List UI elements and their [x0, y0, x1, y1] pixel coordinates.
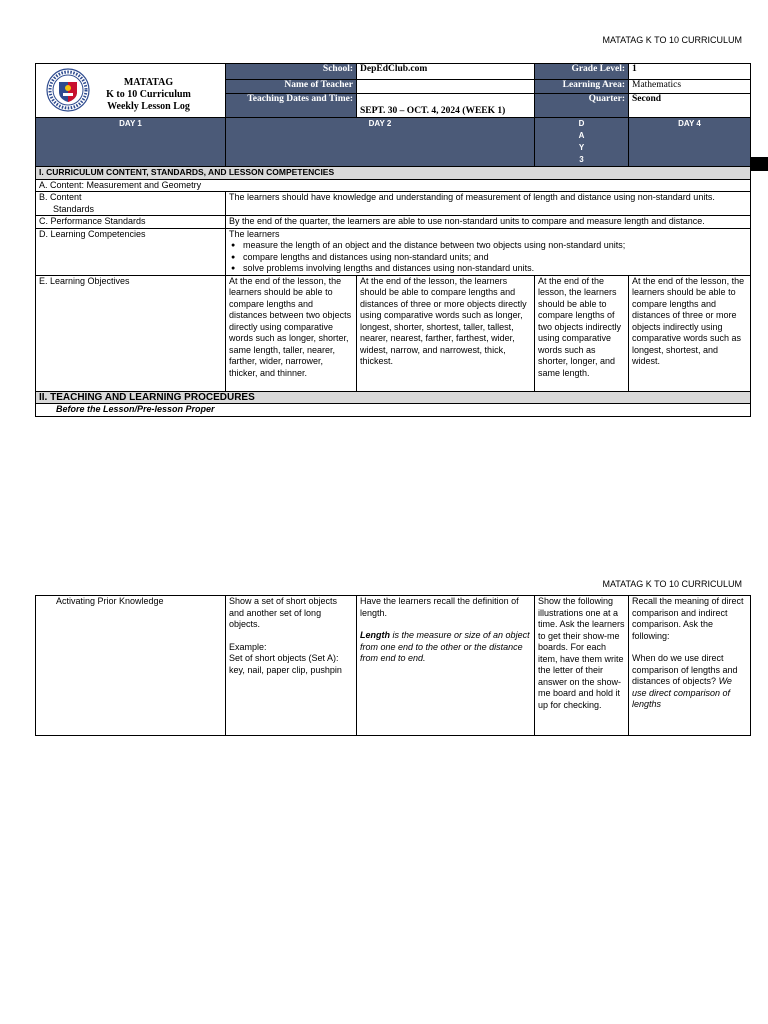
- day3-letter: D: [578, 119, 585, 128]
- objective-day1: At the end of the lesson, the learners should be able to compare lengths and distances between two objects directly using comparative words such as longer, shorter, same length, taller, nearer, farther, wider, narrower, thicker, and thinner.: [226, 275, 357, 391]
- teaching-dates-value: SEPT. 30 – OCT. 4, 2024 (WEEK 1): [357, 94, 535, 118]
- day2-paragraph: Have the learners recall the definition of length.: [360, 596, 519, 618]
- length-term: Length: [360, 630, 390, 640]
- activating-day4: [629, 596, 751, 736]
- before-lesson-row: Before the Lesson/Pre-lesson Proper: [36, 404, 751, 417]
- day2-label: DAY 2: [368, 119, 392, 128]
- competency-item: ● measure the length of an object and the distance between two objects using non-standard units;: [243, 240, 747, 252]
- quarter-label: Quarter:: [535, 94, 629, 118]
- day1-paragraph: Show a set of short objects and another set of long objects.: [229, 596, 338, 629]
- activating-day3: Show the following illustrations one at a time. Ask the learners to get their show-me boards. For each item, have them write the letter of their answer on the show-me board and hold it up for checking.: [535, 596, 629, 736]
- dates-label: Teaching Dates and Time:: [226, 94, 357, 118]
- activating-day2: [357, 596, 535, 736]
- competency-item: ● solve problems involving lengths and distances using non-standard units.: [243, 263, 747, 275]
- curriculum-header-note: MATATAG K TO 10 CURRICULUM: [602, 35, 742, 45]
- learning-area-label: Learning Area:: [535, 80, 629, 94]
- day4-header: DAY 4: [629, 118, 751, 167]
- content-standards-label: [36, 192, 226, 216]
- procedures-table: [35, 595, 751, 736]
- competencies-intro: The learners: [229, 228, 280, 239]
- brand-title: MATATAG: [123, 76, 174, 88]
- brand-subtitle: K to 10 Curriculum: [106, 88, 191, 100]
- section-procedures-heading: II. TEACHING AND LEARNING PROCEDURES: [36, 391, 751, 404]
- length-definition: is the measure or size of an object from one end to the other or the distance from end to end.: [360, 630, 530, 663]
- school-value: DepEdClub.com: [357, 64, 535, 80]
- learning-competencies-label: D. Learning Competencies: [36, 228, 226, 275]
- objective-day4: At the end of the lesson, the learners should be able to compare lengths and distances of three or more objects indirectly using comparative words such as longest, shortest, and widest.: [629, 275, 751, 391]
- content-standards-text: The learners should have knowledge and understanding of measurement of length and distance using non-standard units.: [226, 192, 751, 216]
- performance-standards-text: By the end of the quarter, the learners are able to use non-standard units to compare and measure length and distance.: [226, 216, 751, 229]
- day4-paragraph: Recall the meaning of direct comparison and indirect comparison. Ask the following:: [632, 596, 744, 641]
- school-label: School:: [226, 64, 357, 80]
- section-curriculum-heading: I. CURRICULUM CONTENT, STANDARDS, AND LESSON COMPETENCIES: [36, 167, 751, 180]
- content-standards-label-line: Standards: [53, 203, 95, 214]
- day3-letter: Y: [578, 143, 585, 152]
- page-edge-marker: [750, 157, 768, 171]
- day3-letter: A: [578, 131, 585, 140]
- objective-day2: At the end of the lesson, the learners should be able to compare lengths and distances of three or more objects directly using comparative words such as longer, longest, shorter, shortest, taller, tallest, nearer, nearest, farther, farthest, wider, widest, narrow, and narrowest, thick, thickest.: [357, 275, 535, 391]
- day1-paragraph: Example:: [229, 641, 267, 652]
- day3-header: [535, 118, 629, 167]
- brand-cell: [36, 64, 226, 118]
- grade-level-label: Grade Level:: [535, 64, 629, 80]
- day3-letter: 3: [579, 155, 584, 164]
- learning-competencies-cell: [226, 228, 751, 275]
- learning-area-value: Mathematics: [629, 80, 751, 94]
- objective-day3: At the end of the lesson, the learners should be able to compare lengths of two objects indirectly using comparative words such as shorter, longer, and same length.: [535, 275, 629, 391]
- activating-prior-knowledge-label: Activating Prior Knowledge: [36, 596, 226, 736]
- competency-item: ● compare lengths and distances using non-standard units; and: [243, 252, 747, 264]
- day1-header: DAY 1: [36, 118, 226, 167]
- curriculum-header-note-page2: MATATAG K TO 10 CURRICULUM: [602, 579, 742, 589]
- brand-log-title: Weekly Lesson Log: [107, 100, 190, 112]
- lesson-log-table: [35, 63, 751, 417]
- grade-level-value: 1: [629, 64, 751, 80]
- learning-objectives-label: E. Learning Objectives: [36, 275, 226, 391]
- teacher-value: [357, 80, 535, 94]
- content-row: A. Content: Measurement and Geometry: [36, 179, 751, 192]
- deped-seal-icon: [46, 68, 90, 112]
- day4-answer: We use direct comparison of lengths: [632, 676, 732, 709]
- quarter-value: Second: [629, 94, 751, 118]
- day2-header: [226, 118, 535, 167]
- performance-standards-label: C. Performance Standards: [36, 216, 226, 229]
- day1-paragraph: Set of short objects (Set A): key, nail, paper clip, pushpin: [229, 653, 342, 675]
- activating-day1: [226, 596, 357, 736]
- content-standards-label-line: B. Content: [39, 192, 82, 202]
- day4-question: When do we use direct comparison of lengths and distances of objects?: [632, 653, 738, 686]
- teacher-label: Name of Teacher: [226, 80, 357, 94]
